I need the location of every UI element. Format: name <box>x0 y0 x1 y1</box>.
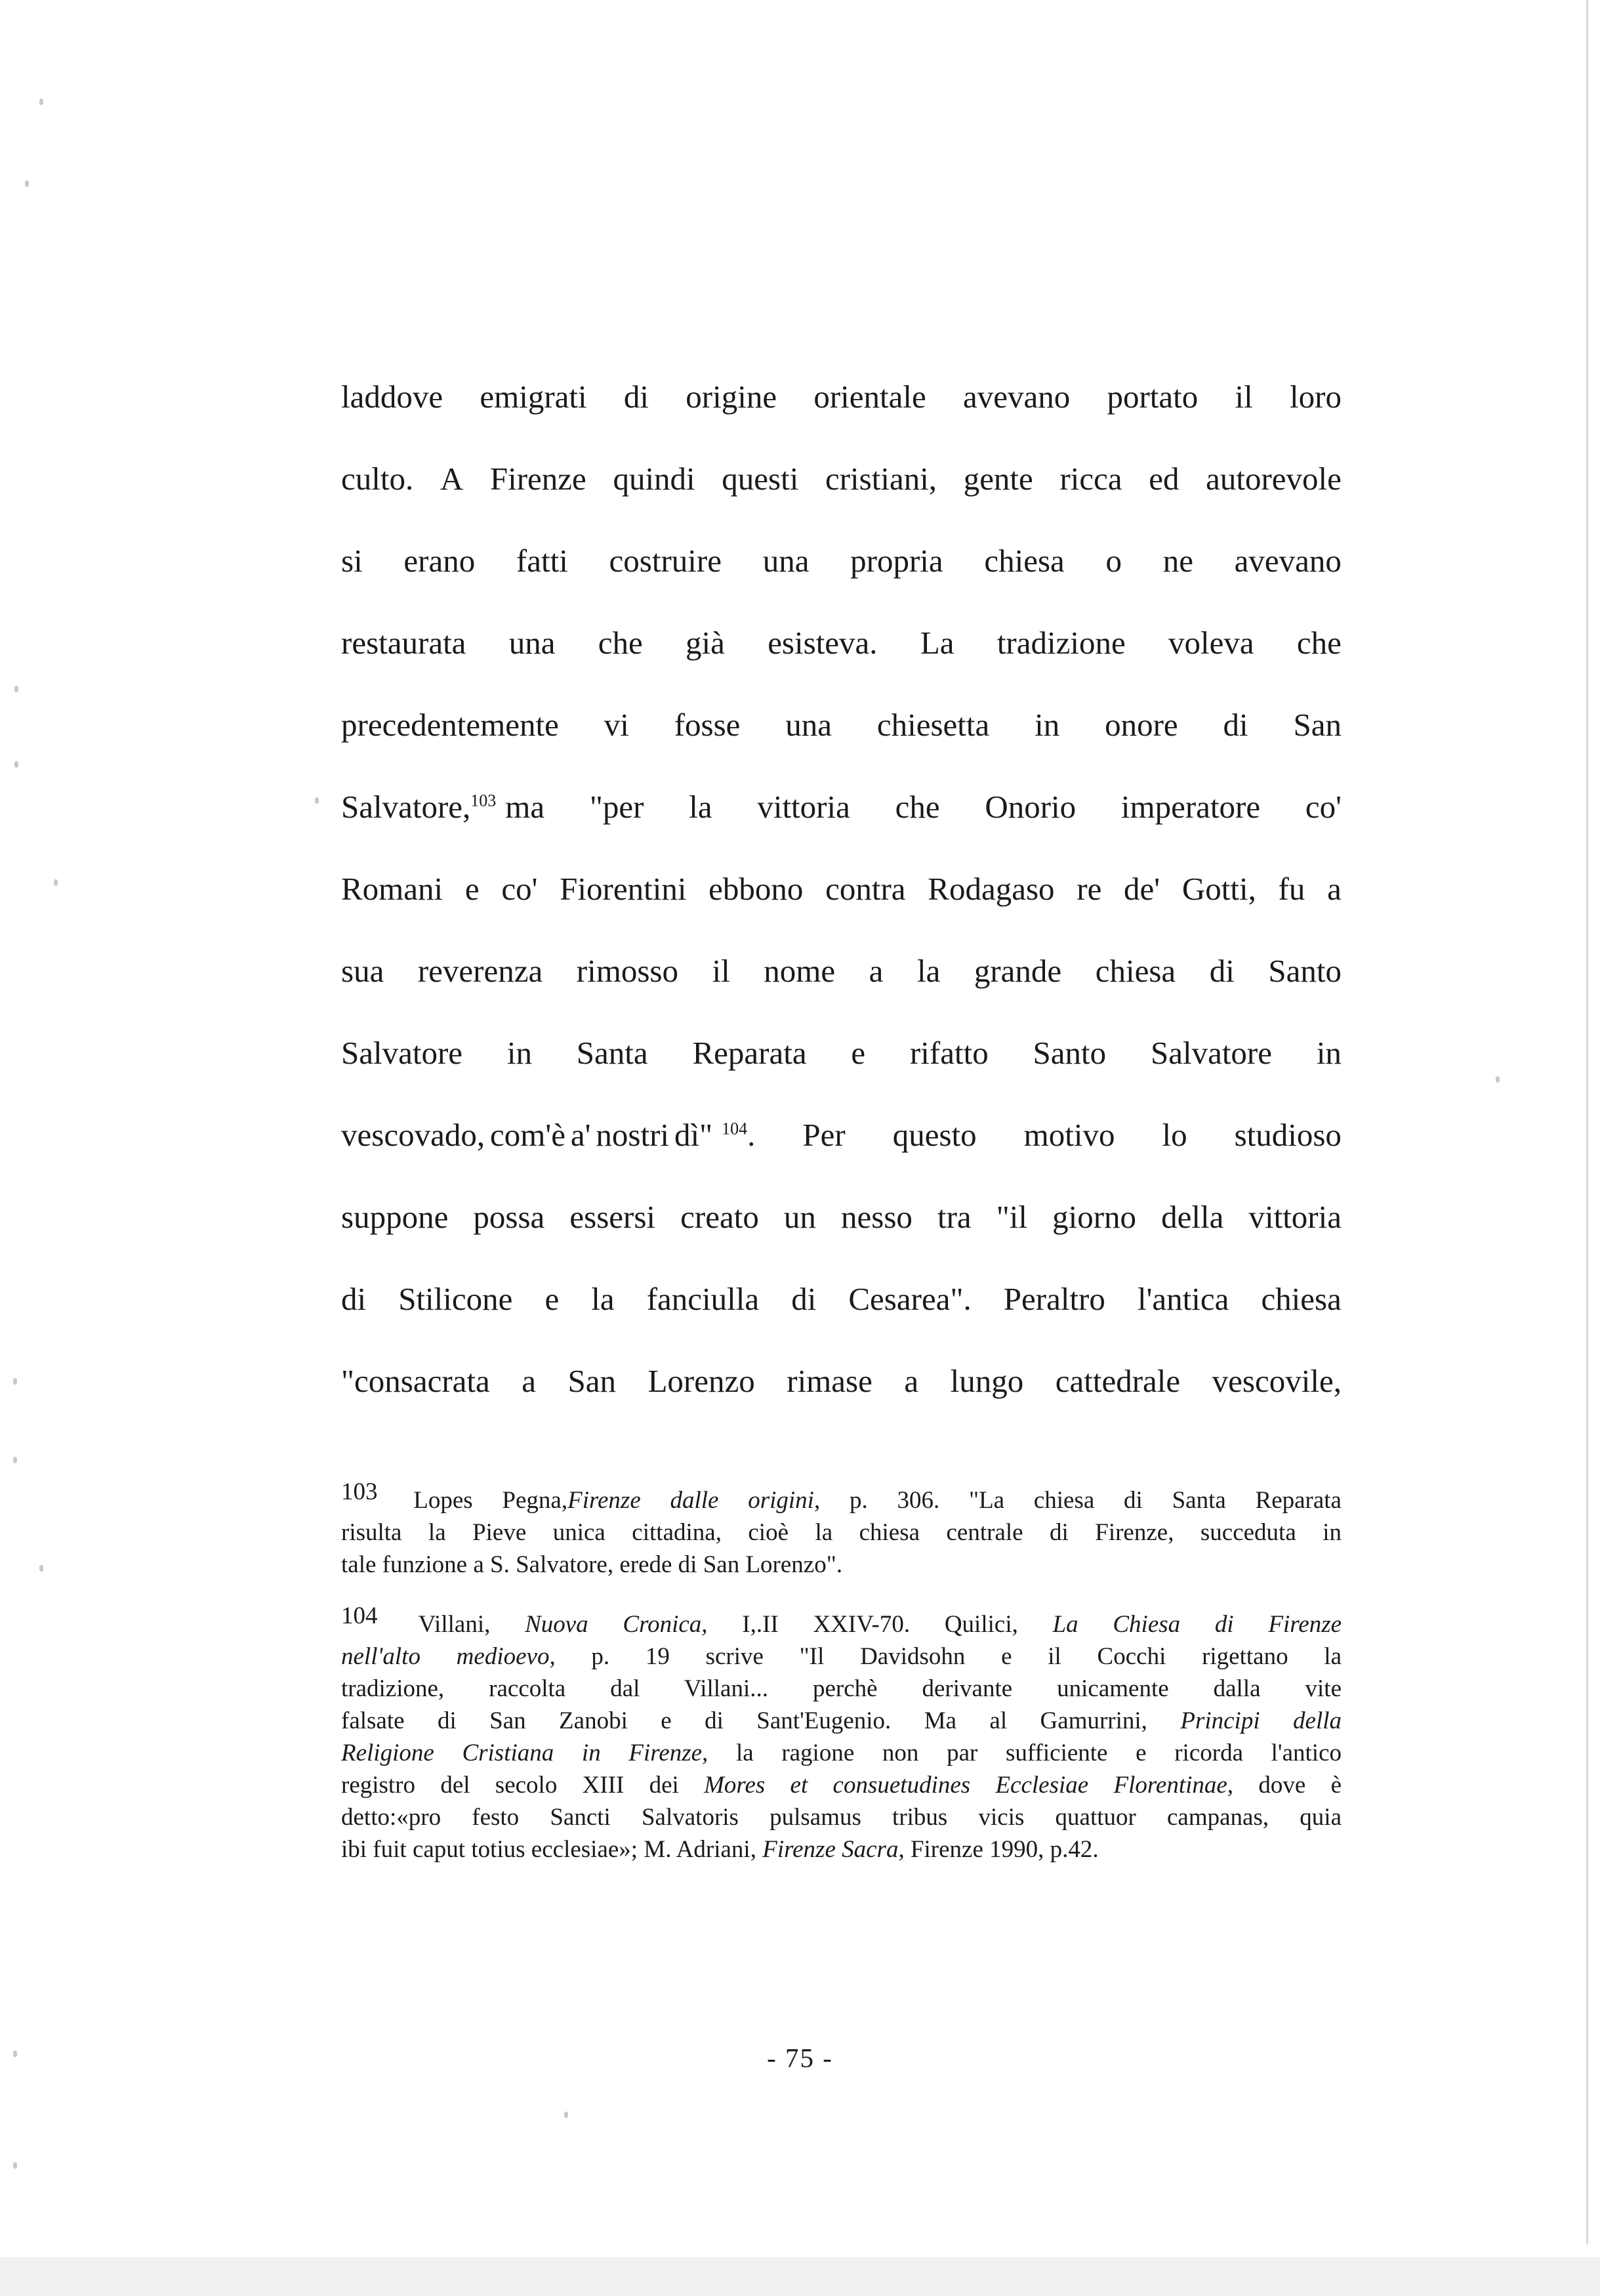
body-word: ebbono <box>708 871 804 907</box>
footnote-line <box>341 1833 1342 1866</box>
footnote-title: Firenze Sacra, <box>762 1836 905 1863</box>
body-word: lungo <box>950 1363 1024 1399</box>
body-word: questi <box>722 461 799 497</box>
footnote-title: La Chiesa di Firenze <box>1052 1611 1342 1638</box>
body-line <box>341 367 1342 449</box>
body-word: a <box>522 1363 536 1399</box>
body-line <box>341 1352 1342 1434</box>
body-word: com'è <box>490 1117 565 1153</box>
body-word: "per <box>589 789 644 825</box>
body-word: tra <box>937 1199 972 1235</box>
footnote-text: Firenze 1990, p.42. <box>910 1836 1099 1863</box>
body-word: vescovado, <box>341 1117 485 1153</box>
body-word: che <box>895 789 940 825</box>
body-word: gente <box>963 461 1033 497</box>
body-line <box>341 532 1342 614</box>
footnote-ref-103: 103 <box>470 791 497 810</box>
body-word: nesso <box>841 1199 913 1235</box>
body-word: grande <box>974 953 1062 989</box>
body-word: chiesa <box>984 543 1065 579</box>
body-word: già <box>686 625 725 661</box>
body-word: lo <box>1162 1117 1187 1153</box>
body-word: orientale <box>813 379 926 415</box>
body-word: chiesetta <box>876 707 990 743</box>
footnote-line: tradizione, raccolta dal Villani... perchè derivante unicamente dalla vite <box>341 1675 1342 1702</box>
body-word: erano <box>403 543 476 579</box>
body-word: San <box>1293 707 1342 743</box>
footnote-line <box>341 1705 1342 1737</box>
body-line <box>341 1270 1342 1352</box>
footnote-line <box>341 1602 1342 1640</box>
footnote-line <box>341 1737 1342 1769</box>
body-word: ne <box>1162 543 1193 579</box>
body-word: contra <box>825 871 906 907</box>
body-line <box>341 778 1342 860</box>
body-word: ed <box>1149 461 1179 497</box>
body-word: Peraltro <box>1003 1281 1105 1317</box>
footnote-text: falsate di San Zanobi e di Sant'Eugenio. Ma al Gamurrini, <box>341 1707 1147 1734</box>
body-word: vittoria <box>757 789 850 825</box>
body-word: nome <box>764 953 836 989</box>
body-word: cristiani, <box>825 461 937 497</box>
body-word: rimase <box>787 1363 872 1399</box>
body-word: origine <box>686 379 777 415</box>
body-line-rest <box>747 1106 1342 1188</box>
body-word: A <box>440 461 464 497</box>
footnote-text: la ragione non par sufficiente e ricorda l'antico <box>735 1740 1342 1766</box>
body-word: a <box>904 1363 919 1399</box>
body-word: di <box>1223 707 1248 743</box>
scan-speck <box>13 1378 17 1385</box>
body-word: Firenze <box>489 461 586 497</box>
body-word: creato <box>680 1199 759 1235</box>
scan-speck <box>14 761 18 768</box>
body-word: la <box>591 1281 615 1317</box>
body-word: una <box>762 543 810 579</box>
body-word: o <box>1105 543 1122 579</box>
body-word: vittoria <box>1248 1199 1342 1235</box>
scan-speck <box>1496 1076 1500 1083</box>
footnote-text: I,.II XXIV-70. Quilici, <box>742 1611 1018 1638</box>
body-word: Romani <box>341 871 443 907</box>
body-word: possa <box>473 1199 545 1235</box>
body-word: e <box>464 871 480 907</box>
body-line <box>341 614 1342 696</box>
footnote-number: 103 <box>341 1478 378 1505</box>
body-word: laddove <box>341 379 443 415</box>
footnote-title: Nuova Cronica, <box>525 1611 708 1638</box>
body-word: rifatto <box>909 1035 989 1071</box>
body-word: autorevole <box>1206 461 1342 497</box>
footnote-number: 104 <box>341 1602 378 1629</box>
footnote-title: nell'alto medioevo, <box>341 1643 556 1670</box>
footnote-text: dove è <box>1258 1772 1342 1799</box>
body-word: dì" <box>674 1117 713 1153</box>
body-word: la <box>916 953 941 989</box>
scan-speck <box>25 180 29 187</box>
body-word: portato <box>1107 379 1199 415</box>
body-word: emigrati <box>480 379 587 415</box>
body-word: re <box>1077 871 1102 907</box>
body-line-rest <box>505 778 1342 860</box>
body-word: . <box>747 1117 756 1153</box>
body-word: Salvatore <box>1150 1035 1272 1071</box>
footnotes <box>341 1478 1342 1893</box>
body-word: e <box>851 1035 866 1071</box>
body-word: esisteva. <box>768 625 878 661</box>
footnote-103 <box>341 1478 1342 1581</box>
body-word: Per <box>802 1117 846 1153</box>
body-word: co' <box>501 871 538 907</box>
body-word: ma <box>505 789 545 825</box>
body-word: San <box>567 1363 616 1399</box>
scan-speck <box>315 797 319 804</box>
body-word: voleva <box>1168 625 1254 661</box>
body-word: a <box>1327 871 1342 907</box>
body-word: giorno <box>1052 1199 1137 1235</box>
body-word: di <box>341 1281 367 1317</box>
body-word: si <box>341 543 363 579</box>
body-word: quindi <box>613 461 695 497</box>
body-word: costruire <box>609 543 722 579</box>
body-word: reverenza <box>417 953 543 989</box>
footnote-text: registro del secolo XIII dei <box>341 1772 679 1799</box>
scan-speck <box>13 2162 17 2169</box>
body-word: onore <box>1105 707 1178 743</box>
body-line <box>341 449 1342 532</box>
scan-right-edge <box>1586 0 1588 2244</box>
body-line <box>341 860 1342 942</box>
body-word: il <box>1235 379 1253 415</box>
body-word: Gotti, <box>1181 871 1256 907</box>
body-word: vescovile, <box>1212 1363 1342 1399</box>
body-word: Santo <box>1268 953 1342 989</box>
footnote-line: risulta la Pieve unica cittadina, cioè la chiesa centrale di Firenze, succeduta in <box>341 1519 1342 1546</box>
body-word: una <box>785 707 832 743</box>
body-word: in <box>1035 707 1060 743</box>
body-word: Salvatore <box>341 1035 463 1071</box>
body-word: avevano <box>1234 543 1342 579</box>
footnote-line: tale funzione a S. Salvatore, erede di San Lorenzo". <box>341 1551 843 1578</box>
body-word: di <box>623 379 649 415</box>
body-word: propria <box>850 543 943 579</box>
body-word: Rodagaso <box>928 871 1055 907</box>
body-word: questo <box>892 1117 977 1153</box>
footnote-title: Mores et consuetudines Ecclesiae Florentinae, <box>704 1772 1234 1799</box>
body-word: chiesa <box>1261 1281 1342 1317</box>
body-word: di <box>791 1281 817 1317</box>
body-word: cattedrale <box>1055 1363 1181 1399</box>
body-word: che <box>598 625 643 661</box>
body-word: Onorio <box>985 789 1077 825</box>
scan-bottom-band <box>0 2257 1600 2296</box>
body-word: a <box>869 953 884 989</box>
scan-speck <box>14 686 18 692</box>
body-word: de' <box>1124 871 1160 907</box>
body-word: Lorenzo <box>647 1363 755 1399</box>
body-word: co' <box>1305 789 1342 825</box>
footnote-line <box>341 1769 1342 1801</box>
footnote-text: p. 19 scrive "Il Davidsohn e il Cocchi rigettano la <box>591 1643 1342 1670</box>
footnote-ref-104: 104 <box>722 1119 748 1138</box>
body-word: culto. <box>341 461 414 497</box>
body-word: Fiorentini <box>560 871 687 907</box>
body-line <box>341 1188 1342 1270</box>
body-word: essersi <box>569 1199 656 1235</box>
body-word: di <box>1209 953 1235 989</box>
footnote-104 <box>341 1602 1342 1866</box>
body-word: che <box>1296 625 1342 661</box>
body-word: imperatore <box>1120 789 1261 825</box>
body-word: loro <box>1290 379 1342 415</box>
scan-speck <box>13 1457 17 1463</box>
body-word: chiesa <box>1095 953 1176 989</box>
footnote-line: detto:«pro festo Sancti Salvatoris pulsamus tribus vicis quattuor campanas, quia <box>341 1804 1342 1831</box>
body-word: in <box>506 1035 532 1071</box>
body-word: della <box>1161 1199 1224 1235</box>
body-word: vi <box>604 707 629 743</box>
footnote-title: Principi della <box>1180 1707 1342 1734</box>
body-line <box>341 696 1342 778</box>
body-word: una <box>508 625 556 661</box>
body-word: e <box>544 1281 560 1317</box>
footnote-title: Religione Cristiana in Firenze, <box>341 1740 708 1766</box>
scan-speck <box>39 98 43 105</box>
body-word: il <box>712 953 730 989</box>
page-number: - 75 - <box>767 2043 833 2073</box>
body-word: restaurata <box>341 625 466 661</box>
body-word: tradizione <box>996 625 1126 661</box>
body-word: fosse <box>674 707 741 743</box>
body-word: ricca <box>1059 461 1122 497</box>
body-word: studioso <box>1234 1117 1342 1153</box>
body-text <box>341 367 1342 1434</box>
body-word: precedentemente <box>341 707 559 743</box>
body-word: motivo <box>1023 1117 1115 1153</box>
body-word: Salvatore,$^{103}$ <box>341 789 497 825</box>
body-word: Stilicone <box>398 1281 513 1317</box>
body-line <box>341 1024 1342 1106</box>
body-word: Santo <box>1033 1035 1107 1071</box>
scan-speck <box>39 1565 43 1572</box>
footnote-text: , p. 306. "La chiesa di Santa Reparata <box>813 1487 1342 1514</box>
body-word: Santa <box>576 1035 648 1071</box>
body-word: in <box>1316 1035 1342 1071</box>
body-word: fanciulla <box>646 1281 760 1317</box>
footnote-text: Villani, <box>418 1611 491 1638</box>
body-line <box>341 1106 1342 1188</box>
body-word: fatti <box>516 543 568 579</box>
footnote-title: Firenze dalle origini <box>567 1487 814 1514</box>
body-word: fu <box>1278 871 1305 907</box>
body-word: avevano <box>962 379 1071 415</box>
footnote-line <box>341 1478 1342 1516</box>
scan-speck <box>564 2112 568 2118</box>
body-word: "consacrata <box>341 1363 490 1399</box>
body-line-start <box>341 1106 712 1188</box>
body-word: Cesarea". <box>848 1281 972 1317</box>
scan-speck <box>54 879 58 886</box>
footnote-text: Lopes Pegna, <box>413 1487 568 1514</box>
body-word: a' <box>570 1117 591 1153</box>
footnote-line <box>341 1640 1342 1673</box>
body-word: La <box>920 625 954 661</box>
body-word: nostri <box>596 1117 670 1153</box>
body-word: sua <box>341 953 384 989</box>
body-word: rimosso <box>576 953 678 989</box>
footnote-text: ibi fuit caput totius ecclesiae»; M. Adriani, <box>341 1836 756 1863</box>
body-word: Reparata <box>692 1035 807 1071</box>
body-word: suppone <box>341 1199 449 1235</box>
body-word: "il <box>996 1199 1028 1235</box>
body-word: l'antica <box>1137 1281 1229 1317</box>
body-line-end <box>722 1106 747 1188</box>
body-word: un <box>783 1199 816 1235</box>
body-word: la <box>689 789 712 825</box>
body-line <box>341 942 1342 1024</box>
